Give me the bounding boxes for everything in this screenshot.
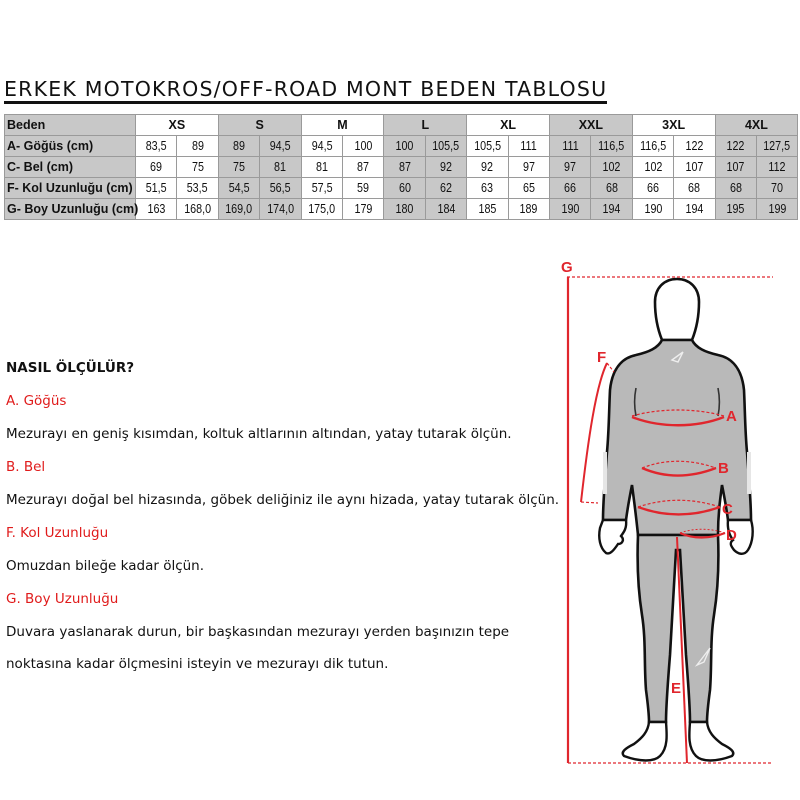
cell-value: 81 (274, 160, 287, 174)
cell-value: 66 (646, 181, 659, 195)
table-cell (177, 157, 218, 178)
table-cell (756, 178, 797, 199)
table-cell (260, 157, 301, 178)
cell-value: 100 (395, 139, 414, 153)
size-header-l: L (384, 115, 467, 136)
table-cell (549, 136, 590, 157)
row-label: F- Kol Uzunluğu (cm) (5, 178, 136, 199)
table-cell (342, 199, 383, 220)
table-cell (591, 157, 632, 178)
size-header-xs: XS (136, 115, 219, 136)
table-cell (674, 136, 715, 157)
table-cell (425, 157, 466, 178)
cell-value: 107 (685, 160, 704, 174)
instruction-title-waist: B. Bel (6, 459, 46, 475)
cell-value: 83,5 (145, 139, 167, 153)
size-header-s: S (218, 115, 301, 136)
cell-value: 199 (768, 202, 787, 216)
cell-value: 112 (768, 160, 786, 174)
instruction-title-arm-length: F. Kol Uzunluğu (6, 525, 109, 541)
table-cell (508, 136, 549, 157)
size-header-4xl: 4XL (715, 115, 798, 136)
table-cell (301, 157, 342, 178)
cell-value: 163 (147, 202, 166, 216)
cell-value: 169,0 (225, 202, 253, 216)
label-g: G (561, 259, 573, 276)
table-cell (549, 157, 590, 178)
label-a: A (726, 408, 737, 425)
table-cell (218, 178, 259, 199)
row-label: C- Bel (cm) (5, 157, 136, 178)
table-cell (549, 199, 590, 220)
left-foot (623, 722, 667, 761)
cell-value: 59 (357, 181, 370, 195)
cell-value: 65 (522, 181, 535, 195)
table-cell (591, 199, 632, 220)
cell-value: 189 (519, 202, 538, 216)
cell-value: 175,0 (308, 202, 336, 216)
table-cell (384, 157, 425, 178)
table-cell (218, 136, 259, 157)
table-cell (425, 178, 466, 199)
cell-value: 116,5 (639, 139, 666, 153)
size-header-3xl: 3XL (632, 115, 715, 136)
size-header-xxl: XXL (549, 115, 632, 136)
table-cell (136, 178, 177, 199)
cell-value: 174,0 (266, 202, 294, 216)
row-label: A- Göğüs (cm) (5, 136, 136, 157)
cell-value: 105,5 (432, 139, 460, 153)
header-label: Beden (5, 115, 136, 136)
cell-value: 107 (726, 160, 745, 174)
size-table (4, 114, 798, 220)
table-cell (467, 157, 508, 178)
cell-value: 100 (354, 139, 373, 153)
table-cell (632, 199, 673, 220)
cell-value: 127,5 (763, 139, 791, 153)
cell-value: 75 (191, 160, 204, 174)
label-d: D (726, 527, 737, 544)
cell-value: 97 (522, 160, 535, 174)
table-cell (136, 136, 177, 157)
table-cell (591, 136, 632, 157)
table-cell (756, 136, 797, 157)
cell-value: 92 (439, 160, 452, 174)
right-foot (689, 722, 733, 761)
sleeve-logo-left (603, 452, 607, 494)
head (655, 279, 699, 340)
cell-value: 63 (481, 181, 494, 195)
instruction-text-height-2: noktasına kadar ölçmesini isteyin ve mezurayı dik tutun. (6, 656, 389, 672)
table-row (5, 157, 798, 178)
table-cell (342, 178, 383, 199)
row-label: G- Boy Uzunluğu (cm) (5, 199, 136, 220)
table-cell (384, 136, 425, 157)
label-b: B (718, 460, 729, 477)
cell-value: 168,0 (184, 202, 212, 216)
cell-value: 68 (605, 181, 618, 195)
cell-value: 92 (481, 160, 494, 174)
size-header-xl: XL (467, 115, 550, 136)
table-cell (508, 199, 549, 220)
measurement-figure (540, 250, 800, 780)
cell-value: 94,5 (311, 139, 333, 153)
cell-value: 94,5 (269, 139, 291, 153)
instruction-text-waist: Mezurayı doğal bel hizasında, göbek deliğiniz ile aynı hizada, yatay tutarak ölçün. (6, 492, 560, 508)
table-cell (674, 178, 715, 199)
table-cell (674, 157, 715, 178)
table-cell (715, 157, 756, 178)
table-cell (632, 136, 673, 157)
table-cell (715, 199, 756, 220)
table-cell (508, 157, 549, 178)
cell-value: 190 (643, 202, 662, 216)
table-cell (260, 178, 301, 199)
cell-value: 70 (771, 181, 784, 195)
size-header-m: M (301, 115, 384, 136)
instruction-text-height-1: Duvara yaslanarak durun, bir başkasından mezurayı yerden başınızın tepe (6, 624, 510, 640)
label-f: F (597, 349, 607, 366)
cell-value: 87 (398, 160, 411, 174)
instruction-title-chest: A. Göğüs (6, 393, 67, 409)
cell-value: 102 (602, 160, 621, 174)
table-cell (425, 199, 466, 220)
cell-value: 89 (232, 139, 245, 153)
cell-value: 184 (436, 202, 455, 216)
page-title: ERKEK MOTOKROS/OFF-ROAD MONT BEDEN TABLOSU (4, 78, 607, 104)
instruction-text-chest: Mezurayı en geniş kısımdan, koltuk altlarının altından, yatay tutarak ölçün. (6, 426, 512, 442)
cell-value: 62 (439, 181, 452, 195)
cell-value: 87 (357, 160, 370, 174)
cell-value: 180 (395, 202, 414, 216)
cell-value: 57,5 (311, 181, 333, 195)
cell-value: 122 (726, 139, 745, 153)
label-c: C (722, 501, 733, 518)
instruction-title-height: G. Boy Uzunluğu (6, 591, 119, 607)
cell-value: 194 (685, 202, 704, 216)
cell-value: 105,5 (473, 139, 501, 153)
cell-value: 195 (726, 202, 745, 216)
table-cell (384, 178, 425, 199)
cell-value: 51,5 (145, 181, 167, 195)
cell-value: 68 (729, 181, 742, 195)
cell-value: 116,5 (598, 139, 625, 153)
table-row (5, 136, 798, 157)
cell-value: 81 (315, 160, 328, 174)
table-cell (177, 199, 218, 220)
cell-value: 194 (602, 202, 621, 216)
cell-value: 56,5 (269, 181, 291, 195)
table-cell (218, 199, 259, 220)
table-cell (632, 178, 673, 199)
instructions-heading: NASIL ÖLÇÜLÜR? (6, 360, 135, 376)
table-cell (260, 199, 301, 220)
cell-value: 102 (643, 160, 662, 174)
table-cell (218, 157, 259, 178)
table-cell (301, 199, 342, 220)
table-cell (342, 157, 383, 178)
cell-value: 111 (520, 139, 537, 153)
table-cell (260, 136, 301, 157)
cell-value: 185 (478, 202, 497, 216)
label-e: E (671, 680, 682, 697)
instruction-text-arm-length: Omuzdan bileğe kadar ölçün. (6, 558, 205, 574)
table-cell (715, 136, 756, 157)
table-cell (549, 178, 590, 199)
sleeve-logo-right (747, 452, 751, 494)
cell-value: 69 (150, 160, 163, 174)
cell-value: 89 (191, 139, 204, 153)
left-hand (599, 520, 626, 553)
table-cell (384, 199, 425, 220)
table-cell (342, 136, 383, 157)
table-cell (301, 178, 342, 199)
cell-value: 68 (688, 181, 701, 195)
table-cell (177, 178, 218, 199)
table-cell (508, 178, 549, 199)
table-cell (136, 157, 177, 178)
table-cell (467, 178, 508, 199)
table-cell (756, 157, 797, 178)
table-cell (177, 136, 218, 157)
table-cell (632, 157, 673, 178)
table-cell (674, 199, 715, 220)
table-row (5, 199, 798, 220)
table-cell (136, 199, 177, 220)
table-cell (301, 136, 342, 157)
cell-value: 75 (232, 160, 245, 174)
table-cell (715, 178, 756, 199)
table-cell (591, 178, 632, 199)
cell-value: 122 (685, 139, 704, 153)
cell-value: 53,5 (187, 181, 209, 195)
cell-value: 54,5 (228, 181, 250, 195)
table-row (5, 178, 798, 199)
table-header-row (5, 115, 798, 136)
table-cell (467, 199, 508, 220)
table-cell (425, 136, 466, 157)
cell-value: 111 (561, 139, 579, 153)
cell-value: 190 (561, 202, 580, 216)
cell-value: 66 (564, 181, 577, 195)
table-cell (467, 136, 508, 157)
cell-value: 97 (564, 160, 577, 174)
cell-value: 60 (398, 181, 411, 195)
cell-value: 179 (354, 202, 373, 216)
table-cell (756, 199, 797, 220)
